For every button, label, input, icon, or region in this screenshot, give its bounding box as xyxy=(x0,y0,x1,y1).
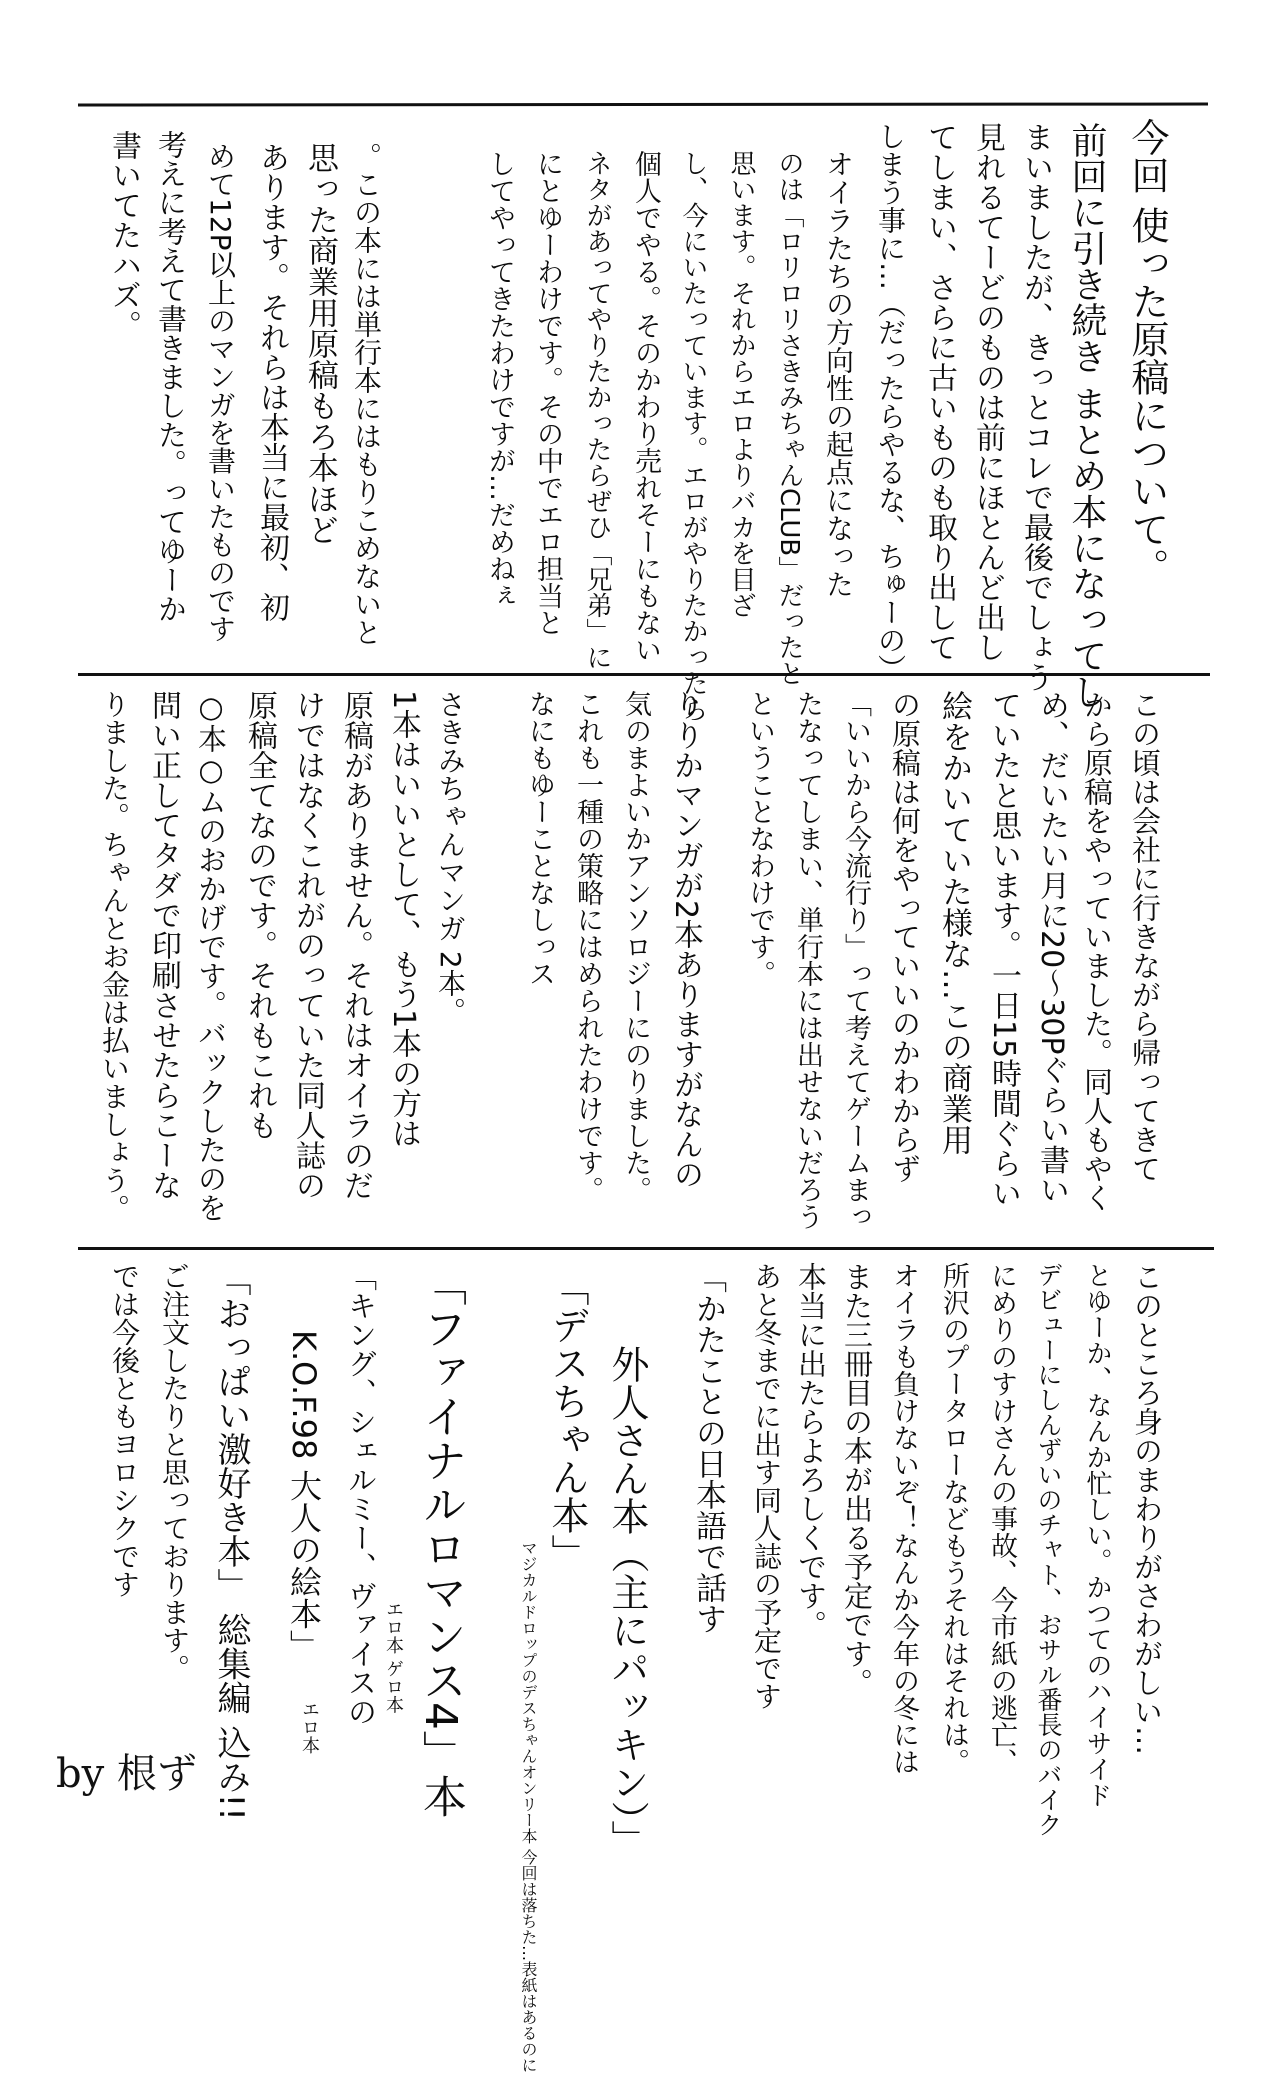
middle-column-21: りました。ちゃんとお金は払いましょう。 xyxy=(98,690,131,1222)
top-column-11: 個人でやる。そのかわり売れそーにもない xyxy=(630,150,661,663)
middle-column-6: の原稿は何をやっていいのかわからず xyxy=(888,690,922,1183)
middle-column-7: 「いいから今流行り」って考えてゲームまっ xyxy=(840,690,871,1230)
middle-column-17: けではなくこれがのっていた同人誌の xyxy=(290,690,325,1200)
middle-column-14: さきみちゃんマンガ 2本。 xyxy=(434,690,467,1025)
top-column-19: 考えに考えて書きました。ってゆーか xyxy=(154,130,188,623)
signature: by 根ず xyxy=(56,1751,197,1797)
bottom-column-2: とゆーか、なんか忙しい。かつてのハイサイド xyxy=(1082,1262,1112,1808)
middle-column-15: 1本はいいとして、もう1本の方は xyxy=(386,690,421,1149)
middle-column-20: 問い正してタダで印刷させたらこーな xyxy=(146,690,181,1200)
bottom-column-19: 「おっぱい激好き本」 総集編 込み!! xyxy=(211,1262,251,1821)
top-column-9: 思います。それからエロよりバカを目ざ xyxy=(726,150,756,618)
top-column-13: にとゆーわけです。その中でエロ担当と xyxy=(532,150,563,636)
bottom-column-11: 外人さん本（主にパッキン）」 xyxy=(605,1345,649,1858)
top-column-1: 今回 使った原稿について。 xyxy=(1125,118,1169,587)
middle-column-4: ていたと思います。一日15時間ぐらい xyxy=(986,690,1021,1209)
bottom-column-13: マジカルドロップのデスちゃんオンリー本 今回は落ちた…表紙はあるのに xyxy=(519,1540,538,2073)
bottom-column-21: では今後ともヨロシクです xyxy=(108,1262,141,1598)
bottom-column-4: にめりのすけさんの事故、今市紙の逃亡、 xyxy=(986,1262,1017,1775)
bottom-column-20: ご注文したりと思っております。 xyxy=(158,1262,191,1682)
middle-column-19: ○本○ムのおかげです。バックしたのを xyxy=(194,690,228,1222)
bottom-column-15: エロ本 ゲロ本 xyxy=(383,1600,404,1714)
top-column-14: してやってきたわけですが…だめねぇ xyxy=(484,150,515,609)
middle-column-13: なにもゆーことなしっス xyxy=(524,690,555,987)
middle-column-12: これも一種の策略にはめられたわけです。 xyxy=(572,690,603,1203)
bottom-column-10: 「かたことの日本語で話す xyxy=(690,1262,726,1634)
bottom-divider xyxy=(78,1247,1214,1250)
middle-column-8: たなってしまい、単行本には出せないだろう xyxy=(792,690,823,1230)
top-column-7: オイラたちの方向性の起点になった xyxy=(822,150,855,598)
bottom-column-18: エロ本 xyxy=(299,1700,320,1754)
top-divider xyxy=(78,103,1208,107)
bottom-column-9: あと冬までに出す同人誌の予定です xyxy=(750,1262,783,1710)
bottom-column-12: 「デスちゃん本」 xyxy=(545,1268,589,1572)
top-column-2: 前回に引き続き まとめ本になってし xyxy=(1066,122,1107,710)
middle-column-11: 気のまよいかアンソロジーにのりました。 xyxy=(620,690,651,1203)
middle-column-3: め、だいたい月に20～30Pぐらい書い xyxy=(1034,690,1069,1205)
middle-column-5: 絵をかいていた様な…この商業用 xyxy=(936,690,972,1155)
top-column-10: し、今にいたっています。エロがやりたかったら xyxy=(678,150,708,722)
middle-column-9: ということなわけです。 xyxy=(744,690,775,987)
top-column-17: あります。それらは本当に最初、初 xyxy=(254,142,289,622)
top-column-20: 書いてたハズ。 xyxy=(106,130,141,340)
top-column-15: 。この本には単行本にはもりこめないと xyxy=(350,142,383,646)
bottom-column-3: デビューにしんずいのチャト、おサル番長のバイク xyxy=(1034,1262,1063,1837)
top-column-6: しまう事に…（だったらやるな、ちゅーの） xyxy=(874,122,907,682)
top-column-16: 思った商業用原稿もろ本ほど xyxy=(302,142,338,545)
top-column-12: ネタがあってやりたかったらぜひ「兄弟」に xyxy=(582,150,612,670)
middle-column-16: 原稿がありません。それはオイラのだ xyxy=(338,690,373,1200)
bottom-column-5: 所沢のプータローなどもうそれはそれは。 xyxy=(938,1262,969,1775)
bottom-column-7: また三冊目の本が出る予定です。 xyxy=(840,1262,874,1697)
top-column-4: 見れるてーどのものは前にほとんど出し xyxy=(970,122,1005,662)
bottom-column-1: このところ身のまわりがさわがしい… xyxy=(1130,1262,1164,1755)
middle-column-1: この頃は会社に行きながら帰ってきて xyxy=(1128,690,1162,1183)
bottom-column-6: オイラも負けないぞ！なんか今年の冬には xyxy=(888,1262,919,1775)
bottom-column-16: 「キング、シェルミー、ヴァイスの xyxy=(344,1262,378,1726)
top-column-3: まいましたが、きっとコレで最後でしょう xyxy=(1018,122,1053,692)
top-column-8: のは「ロリロリさきみちゃんCLUB」だったと xyxy=(774,150,804,687)
bottom-column-14: 「ファイナルロマンス4」本 xyxy=(415,1262,466,1818)
top-column-18: めて12P以上のマンガを書いたものです xyxy=(204,142,237,643)
middle-column-2: から原稿をやっていました。同人もやく xyxy=(1080,690,1114,1212)
bottom-column-8: 本当に出たらよろしくです。 xyxy=(794,1262,828,1639)
top-column-5: てしまい、さらに古いものも取り出して xyxy=(922,122,957,662)
middle-column-18: 原稿全てなのです。それもこれも xyxy=(242,690,277,1140)
middle-column-10: りりかマンガが2本ありますがなんの xyxy=(668,690,703,1190)
bottom-column-17: K.O.F.98 大人の絵本」 xyxy=(285,1330,323,1662)
